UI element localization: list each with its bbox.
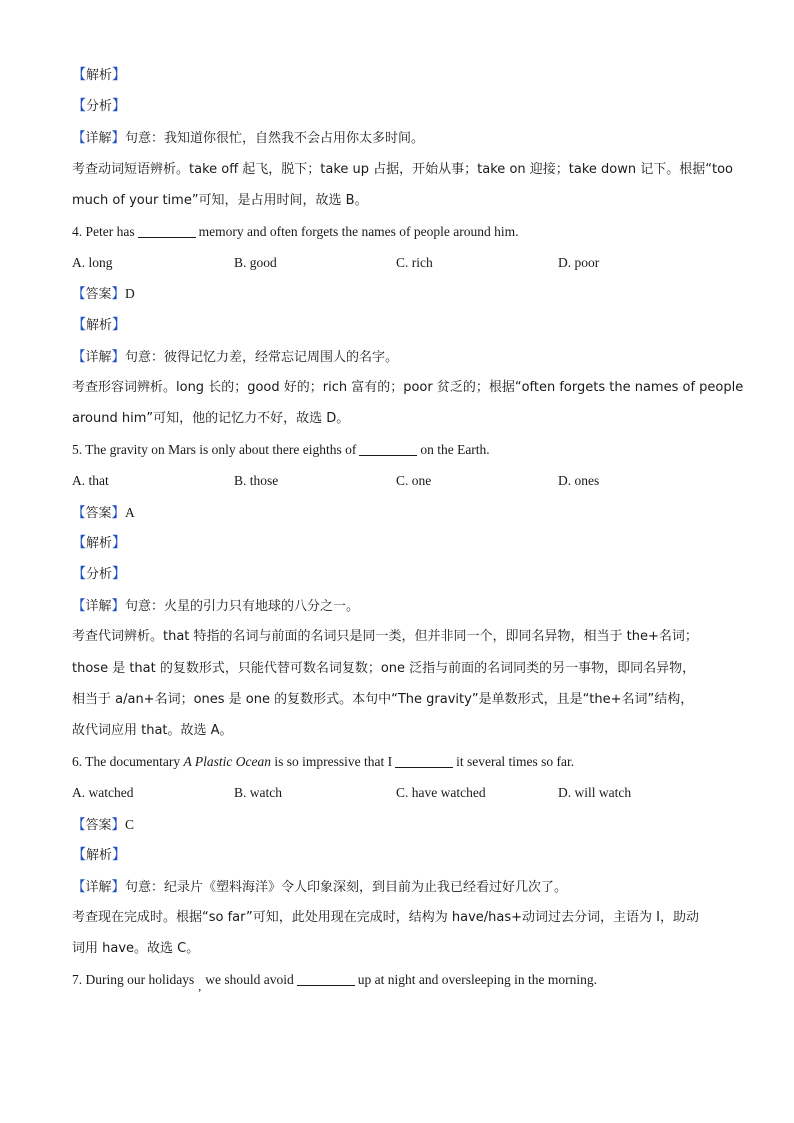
option-d: D. poor	[558, 255, 600, 271]
answer-line: 【答案】D	[72, 286, 135, 303]
explanation-line: those 是 that 的复数形式，只能代替可数名词复数；one 泛指与前面的名词同类的另一事物，即同名异物，	[72, 660, 696, 676]
explanation-line: 考查形容词辨析。long 长的；good 好的；rich 富有的；poor 贫乏的；根据“often forgets the names of people	[72, 379, 744, 395]
explanation-line: around him”可知，他的记忆力不好，故选 D。	[72, 411, 350, 427]
question-5-stem: 5. The gravity on Mars is only about there eighths of on the Earth.	[72, 442, 490, 458]
question-6-options	[72, 779, 732, 810]
explanation-line: 相当于 a/an+名词；ones 是 one 的复数形式。本句中“The gravity”是单数形式，且是“the+名词”结构，	[72, 691, 694, 707]
breakdown-heading: 【分析】	[72, 99, 127, 115]
answer-line: 【答案】C	[72, 816, 135, 833]
detail-line: 【详解】句意：火星的引力只有地球的八分之一。	[72, 598, 360, 615]
option-c: C. have watched	[396, 785, 486, 801]
option-a: A. long	[72, 255, 113, 271]
question-7-stem: 7. During our holidays , we should avoid up at night and oversleeping in the morning.	[72, 972, 597, 994]
analysis-heading: 【解析】	[72, 317, 127, 333]
question-6-stem: 6. The documentary A Plastic Ocean is so impressive that I it several times so far.	[72, 754, 575, 770]
analysis-heading: 【解析】	[72, 847, 127, 863]
analysis-heading: 【解析】	[72, 535, 127, 551]
question-4-stem: 4. Peter has memory and often forgets the names of people around him.	[72, 223, 519, 239]
question-5-options	[72, 467, 732, 498]
breakdown-heading: 【分析】	[72, 567, 127, 582]
answer-blank	[138, 223, 196, 238]
option-b: B. good	[234, 255, 277, 271]
detail-line: 【详解】句意：我知道你很忙，自然我不会占用你太多时间。	[72, 130, 425, 147]
option-d: D. will watch	[558, 785, 632, 801]
option-a: A. that	[72, 473, 109, 489]
option-b: B. watch	[234, 785, 282, 801]
explanation-line: much of your time”可知，是占用时间，故选 B。	[72, 192, 368, 208]
answer-blank	[297, 971, 355, 986]
detail-line: 【详解】句意：纪录片《塑料海洋》令人印象深刻，到目前为止我已经看过好几次了。	[72, 878, 568, 895]
answer-line: 【答案】A	[72, 504, 135, 521]
explanation-line: 考查现在完成时。根据“so far”可知，此处用现在完成时，结构为 have/has+动词过去分词，主语为 I，助动	[72, 910, 700, 926]
explanation-line: 考查代词辨析。that 特指的名词与前面的名词只是同一类，但并非同一个，即同名异物，相当于 the+名词；	[72, 629, 698, 645]
option-a: A. watched	[72, 785, 134, 801]
question-4-options	[72, 249, 732, 280]
explanation-line: 词用 have。故选 C。	[72, 941, 200, 957]
explanation-line: 考查动词短语辨析。take off 起飞，脱下；take up 占据，开始从事；take on 迎接；take down 记下。根据“too	[72, 161, 733, 177]
option-c: C. one	[396, 473, 432, 489]
detail-line: 【详解】句意：彼得记忆力差，经常忘记周围人的名字。	[72, 348, 399, 365]
document-page	[72, 62, 744, 998]
answer-blank	[395, 753, 453, 768]
documentary-title: A Plastic Ocean	[183, 754, 271, 770]
answer-blank	[359, 441, 417, 456]
explanation-line: 故代词应用 that。故选 A。	[72, 722, 233, 738]
option-b: B. those	[234, 473, 279, 489]
analysis-heading: 【解析】	[72, 68, 127, 83]
option-c: C. rich	[396, 255, 433, 271]
option-d: D. ones	[558, 473, 600, 489]
